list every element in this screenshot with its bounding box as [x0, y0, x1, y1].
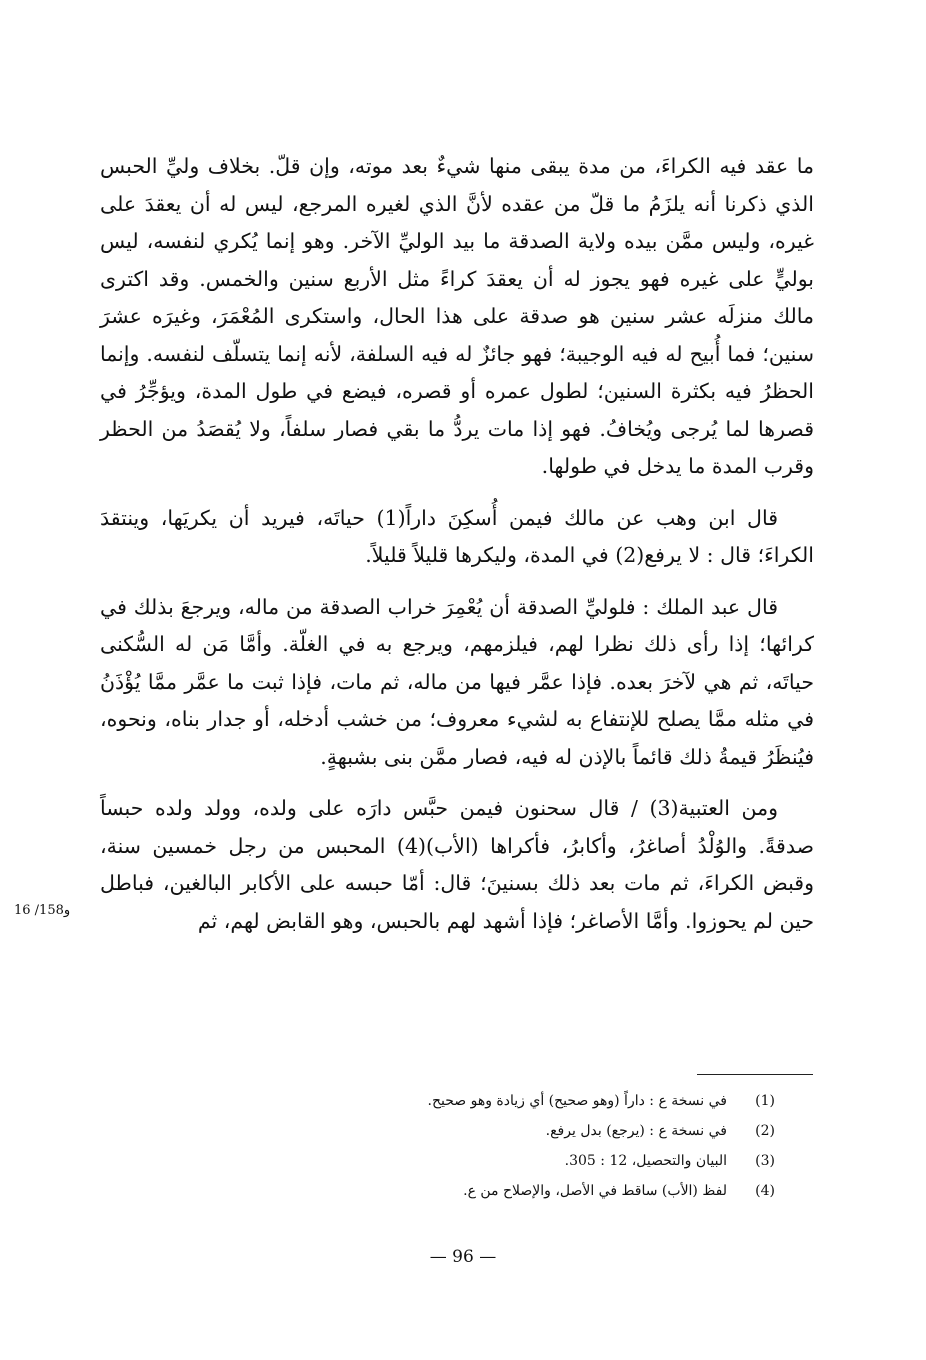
paragraph-1: ما عقد فيه الكراءَ، من مدة يبقى منها شيءٌ بعد موته، وإن قلّ. بخلاف وليِّ الحبس الذي ذكرنا أنه يلزَمُ ما قلّ من عقده لأنَّ الذي لغيره المرجع، ليس له أن يعقدَ على غيره، وليس ممَّن بيده ولاية الصدقة ما بيد الوليِّ الآخر. وهو إنما يُكري لنفسه، ليس بوليٍّ على غيره فهو يجوز له أن يعقدَ كراءً مثل الأربع سنين والخمس. وقد اكترى مالك منزلَه عشر سنين هو صدقة على هذا الحال، واستكرى المُعْمَرَ، وغيرَه عشرَ سنين؛ فما أُبيح له فيه الوجيبة؛ فهو جائزٌ له فيه السلفة، لأنه إنما يتسلّف لنفسه. وإنما الحظرُ فيه بكثرة السنين؛ لطول عمره أو قصره، فيضع في طول المدة، ويؤجِّرُ في قصرها لما يُرجى ويُخافُ. فهو إذا مات يردُّ ما بقي فصار سلفاً، ولا يُقصَدُ من الحظر وقرب المدة ما يدخل في طولها.: [100, 154, 814, 478]
footnote-number: (2): [755, 1123, 775, 1139]
footnotes: [300, 1086, 775, 1206]
main-text: [100, 148, 814, 940]
footnote-number: (4): [755, 1183, 775, 1199]
footnote-text: البيان والتحصيل، 12 : 305.: [564, 1153, 727, 1169]
footnote-separator: [697, 1074, 813, 1075]
footnote-2: [300, 1116, 775, 1146]
footnote-text: في نسخة ع : (يرجع) بدل يرفع.: [545, 1123, 727, 1139]
footnote-1: [300, 1086, 775, 1116]
footnote-text: في نسخة ع : داراً (وهو صحيح) أي زيادة وهو صحيح.: [427, 1093, 727, 1109]
footnote-text: لفظ (الأب) ساقط في الأصل، والإصلاح من ع.: [463, 1183, 727, 1199]
page-number: — 96 —: [429, 1247, 497, 1267]
paragraph-4: ومن العتبية(3) / قال سحنون فيمن حبَّس دارَه على ولده، وولد ولده حبساً صدقةً. والوُلْدُ أصاغرُ، وأكابرُ، فأكراها (الأب)(4) المحبس من رجل خمسين سنة، وقبض الكراءَ، ثم مات بعد ذلك بسنينَ؛ قال: أمّا حبسه على الأكابر البالغين، فباطل حين لم يحوزوا. وأمَّا الأصاغر؛ فإذا أشهد لهم بالحبس، وهو القابض لهم، ثم: [100, 796, 814, 933]
manuscript-folio-reference: 16 /158و: [14, 903, 71, 918]
footnote-number: (3): [755, 1153, 775, 1169]
paragraph-3: قال عبد الملك : فلوليِّ الصدقة أن يُعْمِرَ خراب الصدقة من ماله، ويرجعَ بذلك في كرائها؛ إذا رأى ذلك نظرا لهم، فيلزمهم، ويرجع به في الغلّة. وأمَّا مَن له السُّكنى حياتَه، ثم هي لآخرَ بعده. فإذا عمَّر فيها من ماله، ثم مات، فإذا ثبت ما عمَّر ممَّا يُؤْذَنُ في مثله ممَّا يصلح للإنتفاع به لشيء معروف؛ من خشب أدخله، أو جدار بناه، ونحوه، فيُنظَرُ قيمةُ ذلك قائماً بالإذن له فيه، فصار ممَّن بنى بشبهةٍ.: [100, 594, 814, 769]
footnote-4: [300, 1176, 775, 1206]
paragraph-2: قال ابن وهب عن مالك فيمن أُسكِنَ داراً(1) حياتَه، فيريد أن يكريَها، وينتقدَ الكراءَ؛ قال : لا يرفع(2) في المدة، وليكرها قليلاً قليلاً.: [100, 505, 814, 567]
footnote-3: [300, 1146, 775, 1176]
footnote-number: (1): [755, 1093, 775, 1109]
